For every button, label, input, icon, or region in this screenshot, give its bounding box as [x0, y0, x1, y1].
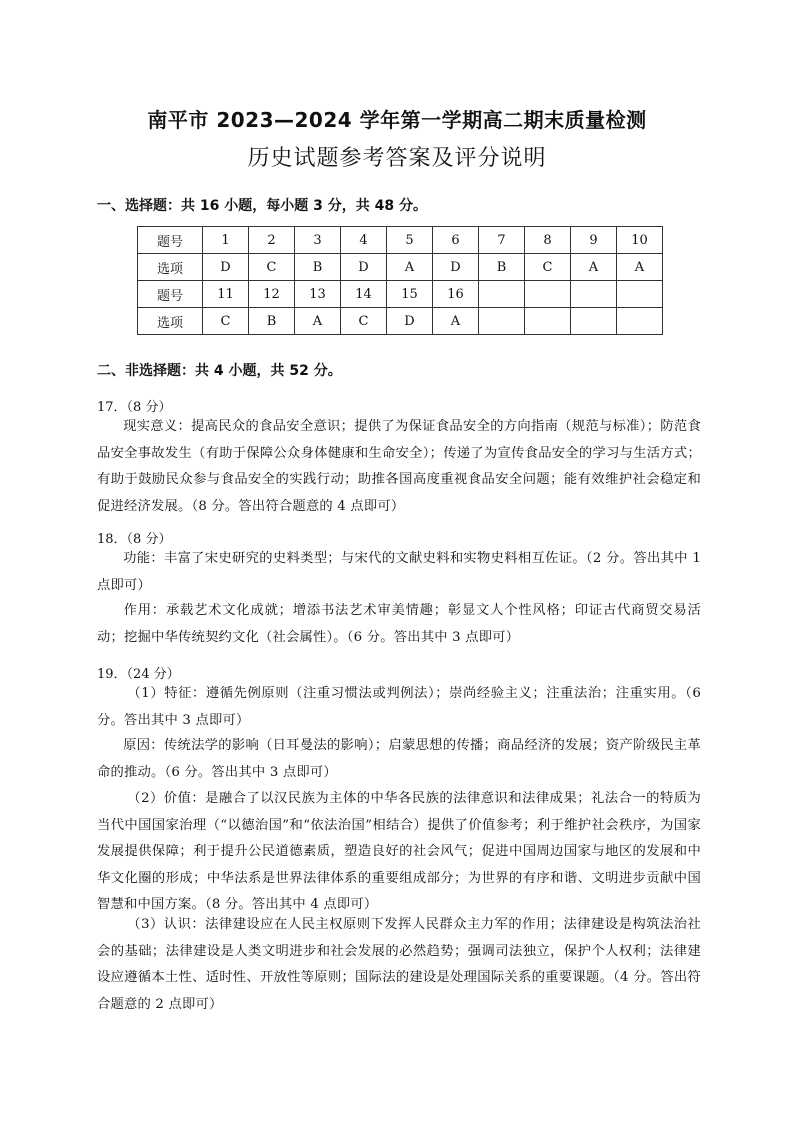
section-1-heading: 一、选择题：共 16 小题，每小题 3 分，共 48 分。 [97, 198, 427, 214]
question-19-part1-reasons-text: 原因：传统法学的影响（日耳曼法的影响）；启蒙思想的传播；商品经济的发展；资产阶级民主革命的推动。（6 分。答出其中 3 点即可） [97, 738, 701, 780]
table-row-nums-a [138, 227, 663, 254]
table-cell: C [341, 308, 387, 335]
table-cell: 9 [571, 227, 617, 254]
table-row-label: 题号 [138, 281, 203, 308]
table-cell: 2 [249, 227, 295, 254]
table-cell [617, 308, 663, 335]
question-17-number: 17．（8 分） [97, 400, 172, 415]
table-row-nums-b [138, 281, 663, 308]
question-18-number: 18．（8 分） [97, 532, 172, 547]
section-2-heading: 二、非选择题：共 4 小题，共 52 分。 [97, 363, 342, 379]
question-17-text: 现实意义：提高民众的食品安全意识；提供了为保证食品安全的方向指南（规范与标准）；防范食品安全事故发生（有助于保障公众身体健康和生命安全）；传递了为宣传食品安全的学习与生活方式；有助于鼓励民众参与食品安全的实践行动；助推各国高度重视食品安全问题；能有效维护社会稳定和促进经济发展。（8 分。答出符合题意的 4 点即可） [97, 419, 701, 514]
table-cell: A [617, 254, 663, 281]
question-18-role [97, 598, 701, 651]
table-cell: D [433, 254, 479, 281]
table-cell [571, 281, 617, 308]
table-cell: 16 [433, 281, 479, 308]
table-cell: C [249, 254, 295, 281]
question-19-part2-value-text: （2）价值：是融合了以汉民族为主体的中华各民族的法律意识和法律成果；礼法合一的特质为当代中国国家治理（“以德治国”和“依法治国”相结合）提供了价值参考；利于维护社会秩序，为国家发展提供保障；利于提升公民道德素质，塑造良好的社会风气；促进中国周边国家与地区的发展和中华文化圈的形成；中华法系是世界法律体系的重要组成部分；为世界的有序和谐、文明进步贡献中国智慧和中国方案。（8 分。答出其中 4 点即可） [97, 791, 701, 912]
question-19-part1-reasons [97, 733, 701, 786]
table-cell: A [433, 308, 479, 335]
question-17-answer [97, 414, 701, 520]
table-cell: 15 [387, 281, 433, 308]
question-19-part1-features-text: （1）特征：遵循先例原则（注重习惯法或判例法）；崇尚经验主义；注重法治；注重实用。（6 分。答出其中 3 点即可） [97, 686, 701, 728]
table-cell: B [479, 254, 525, 281]
table-cell: 14 [341, 281, 387, 308]
table-cell: 4 [341, 227, 387, 254]
table-row-answers-a [138, 254, 663, 281]
table-cell: D [203, 254, 249, 281]
table-cell: 5 [387, 227, 433, 254]
table-cell: 13 [295, 281, 341, 308]
table-cell: 6 [433, 227, 479, 254]
table-row-label: 题号 [138, 227, 203, 254]
table-cell: 7 [479, 227, 525, 254]
table-cell: 12 [249, 281, 295, 308]
question-19-part3-understanding [97, 912, 701, 1018]
table-cell: C [525, 254, 571, 281]
table-cell: D [387, 308, 433, 335]
question-19-number: 19．（24 分） [97, 667, 180, 682]
table-cell: A [387, 254, 433, 281]
table-cell [525, 281, 571, 308]
table-cell: 8 [525, 227, 571, 254]
table-row-answers-b [138, 308, 663, 335]
question-19-part3-understanding-text: （3）认识：法律建设应在人民主权原则下发挥人民群众主力军的作用；法律建设是构筑法治社会的基础；法律建设是人类文明进步和社会发展的必然趋势；强调司法独立，保护个人权利；法律建设应遵循本土性、适时性、开放性等原则；国际法的建设是处理国际关系的重要课题。（4 分。答出符合题意的 2 点即可） [97, 917, 701, 1012]
table-cell: A [571, 254, 617, 281]
table-cell [525, 308, 571, 335]
document-subtitle: 历史试题参考答案及评分说明 [247, 146, 547, 171]
question-19-part2-value [97, 786, 701, 919]
table-cell [617, 281, 663, 308]
table-cell [571, 308, 617, 335]
question-18-function-text: 功能：丰富了宋史研究的史料类型；与宋代的文献史料和实物史料相互佐证。（2 分。答出其中 1 点即可） [97, 551, 701, 593]
table-cell [479, 308, 525, 335]
table-row-label: 选项 [138, 254, 203, 281]
table-cell: B [295, 254, 341, 281]
table-cell: D [341, 254, 387, 281]
table-row-label: 选项 [138, 308, 203, 335]
document-title: 南平市 2023—2024 学年第一学期高二期末质量检测 [147, 108, 647, 132]
table-cell: 1 [203, 227, 249, 254]
question-18-function [97, 546, 701, 599]
question-18-role-text: 作用：承载艺术文化成就；增添书法艺术审美情趣；彰显文人个性风格；印证古代商贸交易活动；挖掘中华传统契约文化（社会属性）。（6 分。答出其中 3 点即可） [97, 603, 701, 645]
table-cell [479, 281, 525, 308]
question-19-part1-features [97, 681, 701, 734]
table-cell: C [203, 308, 249, 335]
table-cell: 10 [617, 227, 663, 254]
table-cell: A [295, 308, 341, 335]
answer-table [137, 226, 663, 335]
table-cell: 11 [203, 281, 249, 308]
table-cell: B [249, 308, 295, 335]
table-cell: 3 [295, 227, 341, 254]
